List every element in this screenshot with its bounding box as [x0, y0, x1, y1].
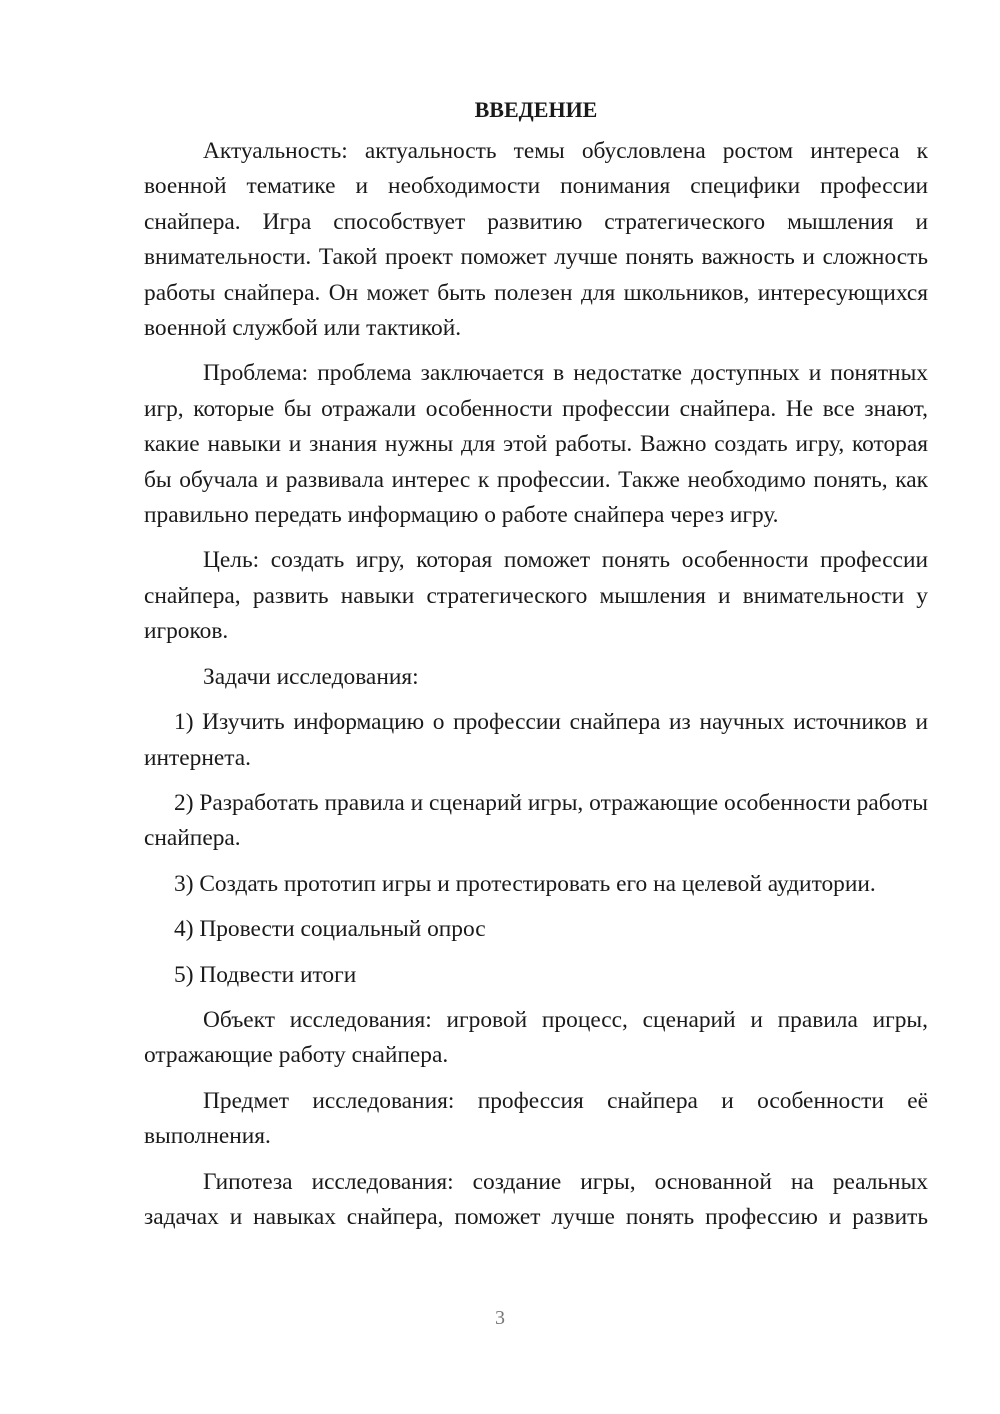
- section-title: ВВЕДЕНИЕ: [474, 97, 598, 122]
- task-item-2: 2) Разработать правила и сценарий игры, отражающие особенности работы снайпера.: [144, 789, 928, 852]
- paragraph-subject: Предмет исследования: профессия снайпера и особенности её выполнения.: [144, 1087, 928, 1150]
- document-page: [144, 96, 928, 1245]
- paragraph-object: Объект исследования: игровой процесс, сценарий и правила игры, отражающие работу снайпера.: [144, 1006, 928, 1069]
- task-item-1: 1) Изучить информацию о профессии снайпера из научных источников и интернета.: [144, 709, 928, 771]
- paragraph-hypothesis: Гипотеза исследования: создание игры, основанной на реальных задачах и навыках снайпера, поможет лучше понять профессию и развить: [144, 1168, 928, 1230]
- paragraph-problem: Проблема: проблема заключается в недостатке доступных и понятных игр, которые бы отражали особенности профессии снайпера. Не все знают, какие навыки и знания нужны для этой работы. Важно создать игру, которая бы обучала и развивала интерес к профессии. Также необходимо понять, как правильно передать информацию о работе снайпера через игру.: [144, 360, 928, 529]
- paragraph-relevance: Актуальность: актуальность темы обусловлена ростом интереса к военной тематике и необходимости понимания специфики профессии снайпера. Игра способствует развитию стратегического мышления и внимательности. Такой проект поможет лучше понять важность и сложность работы снайпера. Он может быть полезен для школьников, интересующихся военной службой или тактикой.: [144, 138, 928, 342]
- paragraph-goal: Цель: создать игру, которая поможет понять особенности профессии снайпера, развить навыки стратегического мышления и внимательности у игроков.: [144, 547, 928, 645]
- paragraph-tasks-heading: Задачи исследования:: [203, 663, 419, 690]
- page-number: 3: [495, 1307, 505, 1329]
- task-item-5: 5) Подвести итоги: [174, 961, 357, 988]
- task-item-4: 4) Провести социальный опрос: [174, 916, 486, 943]
- task-item-3: 3) Создать прототип игры и протестировать его на целевой аудитории.: [174, 870, 876, 897]
